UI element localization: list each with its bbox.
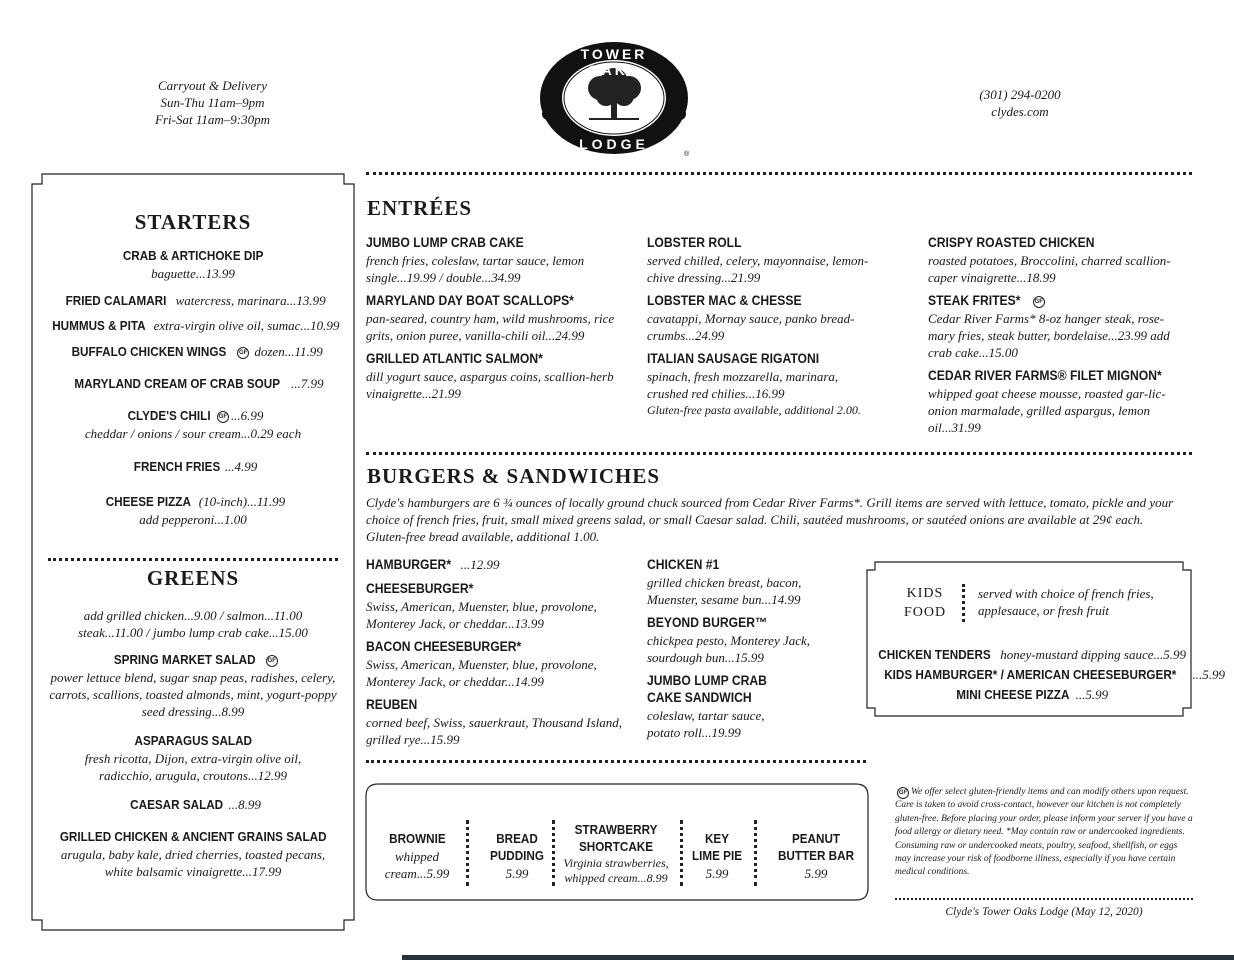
credit-line: Clyde's Tower Oaks Lodge (May 12, 2020) [945,906,1143,918]
menu-item [366,556,632,574]
item-name: CRAB & ARTICHOKE DIP [122,248,264,263]
item-desc: Swiss, American, Muenster, blue, provolone, Monterey Jack, or cheddar...13.99 [366,599,597,631]
menu-item [366,350,632,402]
section-title: ENTRÉES [367,196,473,220]
item-name: STRAWBERRY SHORTCAKE [574,822,658,854]
menu-item [32,493,354,528]
item-name: CHICKEN #1 [647,557,720,572]
item-name: PEANUT BUTTER BAR [777,831,855,863]
item-name: HUMMUS & PITA [51,318,146,333]
menu-item [32,343,354,361]
section-title: BURGERS & SANDWICHES [367,464,661,488]
item-desc: cavatappi, Mornay sauce, panko bread-crumbs...24.99 [647,311,855,343]
item-name: ASPARAGUS SALAD [134,733,252,748]
item-desc: 5.99 [804,866,828,881]
divider [366,760,866,763]
item-name: FRIED CALAMARI [66,293,167,308]
item-desc: honey-mustard dipping sauce...5.99 [996,647,1187,662]
item-desc: served chilled, celery, mayonnaise, lemon-chive dressing...21.99 [647,253,869,285]
burgers-col-2 [647,556,837,747]
item-desc: chickpea pesto, Monterey Jack, sourdough bun...15.99 [647,633,811,665]
menu-item [32,247,354,282]
item-name: CHEESE PIZZA [105,494,191,509]
item-name: ITALIAN SAUSAGE RIGATONI [647,351,820,366]
item-desc: Virginia strawberries, whipped cream...8.99 [563,856,669,885]
addons-line: add grilled chicken...9.00 / salmon...11.00 [83,608,303,623]
addons-line: steak...11.00 / jumbo lump crab cake...15.00 [78,625,308,640]
item-desc: baguette...13.99 [151,266,235,281]
menu-item [38,732,348,784]
item-desc: power lettuce blend, sugar snap peas, radishes, celery, carrots, scallions, toasted almonds, mint, yogurt-poppy seed dressing...8.99 [49,670,337,719]
item-desc: corned beef, Swiss, sauerkraut, Thousand Island, grilled rye...15.99 [366,715,623,747]
item-desc: coleslaw, tartar sauce, potato roll...19.99 [647,708,765,740]
divider [366,452,1192,455]
hours-line: Fri-Sat 11am–9:30pm [155,112,270,127]
kids-title [895,584,955,622]
greens-section [38,566,348,880]
item-name: GRILLED ATLANTIC SALMON* [366,351,543,366]
disclaimer [895,786,1195,880]
logo-top-text: TOWER OAKS [580,46,648,78]
item-name: BROWNIE [388,831,446,846]
item-price: ...8.99 [228,797,261,812]
bottom-bar [402,955,1234,960]
item-price: ...12.99 [460,557,500,572]
item-name: MINI CHEESE PIZZA [956,687,1070,702]
gluten-free-icon: GF [897,787,909,799]
item-desc: 5.99 [705,866,729,881]
item-name: FRENCH FRIES [133,459,220,474]
website-link[interactable]: clydes.com [991,104,1049,119]
menu-item [647,614,837,666]
item-name: CHICKEN TENDERS [878,647,991,662]
menu-item [38,651,348,720]
kids-title-line: FOOD [903,605,947,620]
item-desc: dill yogurt sauce, aspargus coins, scallion-herb vinaigrette...21.99 [366,369,614,401]
menu-item [928,367,1184,436]
disclaimer-text: We offer select gluten-friendly items and can modify others upon request. Care is taken to avoid cross-contact, however our kitchen is not completely gluten-free. Before placing your order, please inform your server if you have a food allergy or dietary need. *May contain raw or undercooked ingredients. Consuming raw or undercooked meats, poultry, seafood, shellfish, or eggs may increase your risk of foodborne illness, especially if you have certain medical conditions. [895,787,1193,878]
item-name: CRISPY ROASTED CHICKEN [928,235,1095,250]
gluten-free-icon: GF [217,411,229,423]
item-note: Gluten-free pasta available, additional 2.00. [647,403,861,417]
item-price: ...7.99 [290,376,324,391]
dessert-item [378,830,456,882]
menu-item [32,458,354,476]
item-name: HAMBURGER* [366,557,452,572]
item-name: SPRING MARKET SALAD [114,652,256,667]
divider [895,898,1193,900]
menu-item [647,556,837,608]
menu-item [366,234,632,286]
menu-item [32,317,354,335]
item-price: ...6.99 [230,408,264,423]
item-name: LOBSTER ROLL [647,235,742,250]
hours-line: Sun-Thu 11am–9pm [160,95,265,110]
item-desc: cheddar / onions / sour cream...0.29 each [84,426,302,441]
item-price: ...5.99 [1192,667,1226,682]
item-name: LOBSTER MAC & CHESSE [647,293,802,308]
phone-link[interactable]: (301) 294-0200 [979,87,1061,102]
divider [466,820,469,886]
item-name: CHEESEBURGER* [366,581,474,596]
section-title: STARTERS [134,210,252,234]
item-desc: roasted potatoes, Broccolini, charred scallion-caper vinaigrette...18.99 [928,253,1171,285]
dessert-item [764,830,868,882]
kids-title-line: KIDS [906,586,944,601]
menu-item [366,292,632,344]
gluten-free-icon: GF [237,347,249,359]
divider [366,172,1192,175]
item-desc: extra-virgin olive oil, sumac...10.99 [150,318,340,333]
menu-item [928,292,1184,361]
item-name: BUFFALO CHICKEN WINGS [71,344,227,359]
menu-item [366,580,632,632]
divider [680,820,683,886]
menu-item [32,407,354,442]
item-name: CAESAR SALAD [130,797,224,812]
menu-item [868,666,1226,684]
entrees-col-1 [366,234,632,408]
logo [534,40,694,160]
item-desc: watercress, marinara...13.99 [172,293,326,308]
item-desc: whipped cream...5.99 [384,849,450,881]
item-name: BACON CHEESEBURGER* [366,639,522,654]
item-desc: (10-inch)...11.99 [195,494,286,509]
section-title: GREENS [146,566,240,590]
item-desc: arugula, baby kale, dried cherries, toasted pecans, white balsamic vinaigrette...17.99 [60,847,326,879]
menu-item [647,350,879,419]
menu-item [647,234,879,286]
menu-item [868,646,1190,664]
menu-item [38,796,348,814]
item-desc: whipped goat cheese mousse, roasted gar-lic-onion marmalade, grilled aspargus, lemon oil...31.99 [928,386,1166,435]
kids-note: served with choice of french fries, applesauce, or fresh fruit [978,586,1154,618]
item-name: GRILLED CHICKEN & ANCIENT GRAINS SALAD [59,829,327,844]
dessert-item [476,830,558,882]
item-desc: pan-seared, country ham, wild mushrooms, rice grits, onion puree, vanilla-chili oil...24.99 [366,311,615,343]
divider [754,820,757,886]
item-desc: fresh ricotta, Dijon, extra-virgin olive oil, radicchio, arugula, croutons...12.99 [84,751,302,783]
item-name: JUMBO LUMP CRAB CAKE [366,235,524,250]
dessert-item [560,821,672,886]
item-desc: 5.99 [505,866,529,881]
item-desc: french fries, coleslaw, tartar sauce, lemon single...19.99 / double...34.99 [366,253,585,285]
entrees-col-3 [928,234,1184,442]
item-desc: Cedar River Farms* 8-oz hanger steak, rose-mary fries, steak butter, bordelaise...23.99 add crab cake...15.00 [928,311,1170,360]
item-name: BREAD PUDDING [490,831,544,863]
svg-text:®: ® [684,151,690,158]
starters-section [32,210,354,528]
item-name: STEAK FRITES* [928,293,1021,308]
item-name: KIDS HAMBURGER* / AMERICAN CHEESEBURGER* [884,667,1177,682]
divider [962,584,965,622]
item-desc: add pepperoni...1.00 [139,512,247,527]
menu-item [32,292,354,310]
hours-block [120,77,305,128]
menu-item [868,686,1190,704]
item-name: CEDAR RIVER FARMS® FILET MIGNON* [928,368,1162,383]
gluten-free-icon: GF [266,655,278,667]
item-desc: spinach, fresh mozzarella, marinara, crushed red chilies...16.99 [647,369,839,401]
item-name: KEY LIME PIE [691,831,743,863]
item-name: MARYLAND DAY BOAT SCALLOPS* [366,293,574,308]
item-desc: dozen...11.99 [251,344,323,359]
item-name: CLYDE'S CHILI [127,408,211,423]
menu-item [366,638,632,690]
item-name: REUBEN [366,697,418,712]
menu-item [647,672,837,741]
item-price: ...5.99 [1075,687,1109,702]
menu-item [38,828,348,880]
logo-bottom-text: LODGE [579,136,649,152]
hours-line: Carryout & Delivery [157,78,268,93]
menu-item [32,375,354,393]
item-desc: grilled chicken breast, bacon, Muenster, sesame bun...14.99 [647,575,802,607]
gluten-free-icon: GF [1033,296,1045,308]
item-desc: Swiss, American, Muenster, blue, provolone, Monterey Jack, or cheddar...14.99 [366,657,597,689]
item-name: BEYOND BURGER™ [647,615,768,630]
item-name: JUMBO LUMP CRAB CAKE SANDWICH [647,673,767,705]
entrees-col-2 [647,234,879,425]
menu-item [647,292,879,344]
item-name: MARYLAND CREAM OF CRAB SOUP [73,376,280,391]
menu-item [928,234,1184,286]
divider [552,820,555,886]
menu-item [366,696,632,748]
item-price: ...4.99 [224,459,258,474]
divider [48,558,338,561]
burgers-col-1 [366,556,632,754]
contact-block [940,86,1100,120]
burgers-intro: Clyde's hamburgers are 6 ¾ ounces of locally ground chuck sourced from Cedar River Farms*. Grill items are served with lettuce, tomato, pickle and your choice of french fries, fruit, small mixed greens salad, or small Caesar salad. Chili, sautéed mushrooms, or sautéed onions are available at 29¢ each. Gluten-free bread available, additional 1.00. [366,495,1174,544]
kids-items [868,646,1226,704]
dessert-item [686,830,748,882]
